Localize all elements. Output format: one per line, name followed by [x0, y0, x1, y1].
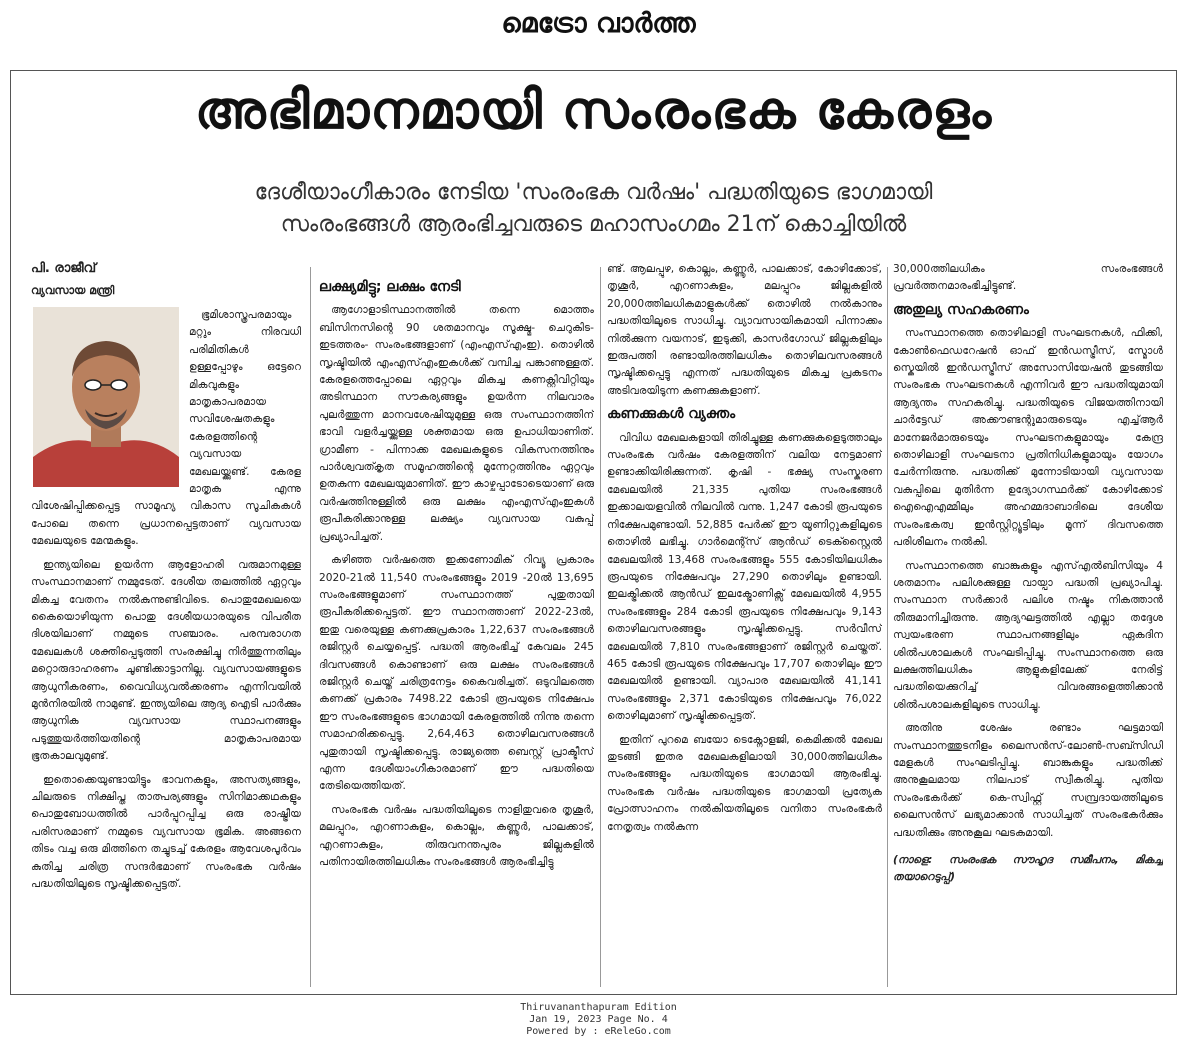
paragraph: ണ്ട്. ആലപ്പുഴ, കൊല്ലം, കണ്ണൂർ, പാലക്കാട്, കോഴിക്കോട്, തൃശൂർ, എറണാകുളം, മലപ്പുറം ജില്ലകളിൽ 20,000ത്തിലധികമാളുകൾക്ക് തൊഴിൽ നൽകാനും പദ്ധതിയിലൂടെ സാധിച്ചു. വ്യാവസായികമായി പിന്നാക്കം നിൽക്കുന്ന വയനാട്, ഇടുക്കി, കാസർഗോഡ് ജില്ലകളിലും ഇരുപത്തി രണ്ടായിരത്തിലധികം തൊഴിലവസരങ്ങൾ സൃഷ്ടിക്കപ്പെട്ടു എന്നത് പദ്ധതിയുടെ മികച്ച പ്രകടനം അടിവരയിടുന്ന കണക്കുകളാണ്. — [607, 263, 882, 397]
author-name: പി. രാജീവ് — [31, 261, 97, 276]
paragraph: ഭൂമിശാസ്ത്രപരമായും മറ്റും നിരവധി പരിമിതികൾ ഉള്ളപ്പോഴും ഒട്ടേറെ മികവുകളും മാതൃകാപരമായ സവിശേഷതകളും കേരളത്തിന്റെ വ്യവസായ മേഖലയ്ക്കുണ്ട്. കേരള മാതൃക എന്നു വിശേഷിപ്പിക്കപ്പെട്ട സാമൂഹ്യ വികാസ സൂചികകൾ പോലെ തന്നെ പ്രധാനപ്പെട്ടതാണ് വ്യവസായ മേഖലയുടെ മേന്മകളും. — [31, 309, 301, 548]
paragraph: 30,000ത്തിലധികം സംരംഭങ്ങൾ പ്രവർത്തനമാരംഭിച്ചിട്ടുണ്ട്. — [893, 263, 1163, 293]
section-heading: കണക്കുകൾ വ്യക്തം — [607, 406, 736, 423]
edition-label: Thiruvananthapuram Edition — [520, 1002, 677, 1013]
paragraph: ആഗോളാടിസ്ഥാനത്തിൽ തന്നെ മൊത്തം ബിസിനസിന്റെ 90 ശതമാനവും സൂക്ഷ്മ- ചെറുകിട- ഇടത്തരം- സംരംഭങ്ങളാണ് (എംഎസ്എംഇ). തൊഴിൽ സൃഷ്ടിയിൽ എംഎസ്എംഇകൾക്ക് വമ്പിച്ച പങ്കാണുള്ളത്. കേരളത്തെപ്പോലെ ഏറ്റവും മികച്ച കണക്റ്റിവിറ്റിയും അടിസ്ഥാന സൗകര്യങ്ങളും ഉയർന്ന നിലവാരം പുലർത്തുന്ന മാനവശേഷിയുമുള്ള ഒരു സംസ്ഥാനത്തിന് ഭാവി വളർച്ചയ്ക്കുള്ള ശക്തമായ ഒരു ഉപാധിയാണിത്. ഗ്രാമീണ - പിന്നാക്ക മേഖലകളുടെ വികസനത്തിനും പാർശ്വവത്കൃത സമൂഹത്തിന്റെ മുന്നേറ്റത്തിനും ഏറ്റവും ഉതകുന്ന മേഖലയുമാണിത്. ഈ കാഴ്ചപ്പാടോടെയാണ് ഒരു വർഷത്തിനുള്ളിൽ ഒരു ലക്ഷം എംഎസ്എംഇകൾ രൂപീകരിക്കാനുള്ള ലക്ഷ്യം വ്യവസായ വകുപ്പ് പ്രഖ്യാപിച്ചത്. — [319, 304, 594, 543]
paragraph: സംസ്ഥാനത്തെ തൊഴിലാളി സംഘടനകൾ, ഫിക്കി, കോൺഫെഡറേഷൻ ഓഫ് ഇൻഡസ്ട്രീസ്, സ്മോൾ സ്കെയിൽ ഇൻഡസ്ട്രീസ് അസോസിയേഷൻ തുടങ്ങിയ സംരംഭക സംഘടനകൾ എന്നിവർ ഈ പദ്ധതിയുമായി ആദ്യന്തം സഹകരിച്ചു. പദ്ധതിയുടെ വിജയത്തിനായി ചാർട്ടേഡ് അക്കൗണ്ടന്റുമാരുടെയും എച്ച്ആർ മാനേജർമാരുടെയും സംഘടനകളുമായും കേന്ദ്ര തൊഴിലാളി സംഘടനാ പ്രതിനിധികളുമായും യോഗം ചേർന്നിരുന്നു. പദ്ധതിക്ക് മുന്നോടിയായി വ്യവസായ വകുപ്പിലെ മുതിർന്ന ഉദ്യോഗസ്ഥർക്ക് കോഴിക്കോട് ഐഐഎമ്മിലും അഹമ്മദാബാദിലെ ദേശീയ സംരംഭകത്വ ഇൻസ്റ്റിറ്റ്യൂട്ടിലും മൂന്ന് ദിവസത്തെ പരിശീലനം നൽകി. — [893, 327, 1163, 549]
column-rule — [887, 267, 888, 987]
column-rule — [600, 267, 601, 987]
headline: അഭിമാനമായി സംരംഭക കേരളം — [194, 81, 993, 141]
section-heading: അതുല്യ സഹകരണം — [893, 301, 1029, 318]
paragraph: ഇന്ത്യയിലെ ഉയർന്ന ആളോഹരി വരുമാനമുള്ള സംസ്ഥാനമാണ് നമ്മുടേത്. ദേശീയ തലത്തിൽ ഏറ്റവും മികച്ച വേതനം നൽകുന്നുണ്ടിവിടെ. പൊതുമേഖലയെ കൈയൊഴിയുന്ന പൊതു ദേശീയധാരയുടെ വിപരീത ദിശയിലാണ് നമ്മുടെ സഞ്ചാരം. പരമ്പരാഗത മേഖലകൾ ശക്തിപ്പെടുത്തി സംരക്ഷിച്ചു നിർത്തുന്നതിലും മറ്റൊരുദാഹരണം ചൂണ്ടിക്കാട്ടാനില്ല. വ്യവസായങ്ങളുടെ ആധുനീകരണം, വൈവിധ്യവൽക്കരണം എന്നിവയിൽ മുൻനിരയിൽ നാമുണ്ട്. ഇന്ത്യയിലെ ആദ്യ ഐടി പാർക്കും ആധുനിക വ്യവസായ സ്ഥാപനങ്ങളും പടുത്തുയർത്തിയതിന്റെ മാതൃകാപരമായ ഭൂതകാലവുമുണ്ട്. — [31, 558, 301, 763]
author-photo — [33, 307, 179, 487]
page-footer — [0, 1002, 1197, 1038]
column-rule — [310, 267, 311, 987]
column-2 — [319, 273, 594, 989]
paragraph: സംരംഭക വർഷം പദ്ധതിയിലൂടെ നാളിതുവരെ തൃശൂർ, മലപ്പുറം, എറണാകുളം, കൊല്ലം, കണ്ണൂർ, പാലക്കാട്, എറണാകുളം, തിരുവനന്തപുരം ജില്ലകളിൽ പതിനായിരത്തിലധികം സംരംഭങ്ങൾ ആരംഭിച്ചിട്ടു — [319, 803, 594, 868]
paragraph: അതിനു ശേഷം രണ്ടാം ഘട്ടമായി സംസ്ഥാനത്തുടനീളം ലൈസൻസ്-ലോൺ-സബ്സിഡി മേളകൾ സംഘടിപ്പിച്ചു. ബാങ്കുകളും പദ്ധതിക്ക് അനുകൂലമായ നിലപാട് സ്വീകരിച്ചു. പുതിയ സംരംഭകർക്ക് കെ-സ്വിഫ്റ്റ് സമ്പ്രദായത്തിലൂടെ ലൈസൻസ് ലഭ്യമാക്കാൻ സാധിച്ചത് സംരംഭകർക്കും പദ്ധതിക്കും അനുകൂല ഘടകമായി. — [893, 722, 1163, 839]
masthead: മെട്രോ വാർത്ത — [501, 8, 696, 39]
subheadline — [11, 177, 1176, 241]
next-issue-note: (നാളെ: സംരംഭക സൗഹൃദ സമീപനം, മികച്ച തയാറെടുപ്പ്) — [893, 854, 1163, 884]
paragraph: വിവിധ മേഖലകളായി തിരിച്ചുള്ള കണക്കുകളെടുത്താലും സംരംഭക വർഷം കേരളത്തിന് വലിയ നേട്ടമാണ് ഉണ്ടാക്കിയിരിക്കുന്നത്. കൃഷി - ഭക്ഷ്യ സംസ്കരണ മേഖലയിൽ 21,335 പുതിയ സംരംഭങ്ങൾ ഇക്കാലയളവിൽ നിലവിൽ വന്നു. 1,247 കോടി രൂപയുടെ നിക്ഷേപമുണ്ടായി. 52,885 പേർക്ക് ഈ യൂണിറ്റുകളിലൂടെ തൊഴിൽ ലഭിച്ചു. ഗാർമെന്റ്സ് ആൻഡ് ടെക്സ്റ്റൈൽ മേഖലയിൽ 13,468 സംരംഭങ്ങളും 555 കോടിയിലധികം രൂപയുടെ നിക്ഷേപവും 27,290 തൊഴിലും ഉണ്ടായി. ഇലക്ട്രിക്കൽ ആൻഡ് ഇലക്ട്രോണിക്സ് മേഖലയിൽ 4,955 സംരംഭങ്ങളും 284 കോടി രൂപയുടെ നിക്ഷേപവും 9,143 തൊഴിലവസരങ്ങളും സൃഷ്ടിക്കപ്പെട്ടു. സർവീസ് മേഖലയിൽ 7,810 സംരംഭങ്ങളാണ് രജിസ്റ്റർ ചെയ്തത്. 465 കോടി രൂപയുടെ നിക്ഷേപവും 17,707 തൊഴിലും ഈ മേഖലയിൽ ഉണ്ടായി. വ്യാപാര മേഖലയിൽ 41,141 സംരംഭങ്ങളും 2,371 കോടിയുടെ നിക്ഷേപവും 76,022 തൊഴിലുമാണ് സൃഷ്ടിക്കപ്പെട്ടത്. — [607, 431, 882, 723]
author-role: വ്യവസായ മന്ത്രി — [31, 284, 115, 297]
subheadline-line: ദേശീയാംഗീകാരം നേടിയ 'സംരംഭക വർഷം' പദ്ധതിയുടെ ഭാഗമായി — [254, 180, 933, 205]
article-clipping — [10, 70, 1177, 995]
paragraph: ഇതിന് പുറമെ ബയോ ടെക്നോളജി, കെമിക്കൽ മേഖല തുടങ്ങി ഇതര മേഖലകളിലായി 30,000ത്തിലധികം സംരംഭങ്ങളും പദ്ധതിയുടെ ഭാഗമായി ആരംഭിച്ചു. സംരംഭക വർഷം പദ്ധതിയുടെ ഭാഗമായി പ്രത്യേക പ്രോത്സാഹനം നൽകിയതിലൂടെ വനിതാ സംരംഭകർ നേതൃത്വം നൽകുന്ന — [607, 733, 882, 833]
date-page-label: Jan 19, 2023 Page No. 4 — [529, 1014, 668, 1025]
subheadline-line: സംരംഭങ്ങൾ ആരംഭിച്ചവരുടെ മഹാസംഗമം 21ന് കൊച്ചിയിൽ — [280, 212, 907, 237]
paragraph: ഇതൊക്കെയുണ്ടായിട്ടും ഭാവനകളും, അസത്യങ്ങളും, ചിലരുടെ നിക്ഷിപ്ത താത്പര്യങ്ങളും സിനിമാക്കഥകളും പൊതുബോധത്തിൽ പാർപ്പുറപ്പിച്ച ഒരു രാഷ്ട്രീയ പരിസരമാണ് നമ്മുടെ വ്യവസായ ഭൂമിക. അങ്ങനെ തിടം വച്ച ഒരു മിത്തിനെ തച്ചുടച്ച് കേരളം ആവേശപൂർവം കുതിച്ച ചരിത്ര സന്ദർഭമാണ് സംരംഭക വർഷം പദ്ധതിയിലൂടെ സൃഷ്ടിക്കപ്പെട്ടത്. — [31, 773, 301, 890]
column-4 — [893, 261, 1163, 991]
paragraph: സംസ്ഥാനത്തെ ബാങ്കുകളും എസ്എൽബിസിയും 4 ശതമാനം പലിശക്കുള്ള വായ്പാ പദ്ധതി പ്രഖ്യാപിച്ചു. സംസ്ഥാന സർക്കാർ പലിശ നഷ്ടം നികത്താൻ തീരുമാനിച്ചിരുന്നു. ആദ്യഘട്ടത്തിൽ എല്ലാ തദ്ദേശ സ്വയംഭരണ സ്ഥാപനങ്ങളിലും ഏകദിന ശിൽപശാലകൾ സംഘടിപ്പിച്ചു. സംസ്ഥാനത്തെ ഒരു ലക്ഷത്തിലധികം ആളുകളിലേക്ക് നേരിട്ട് പദ്ധതിയെക്കുറിച്ച് വിവരങ്ങളെത്തിക്കാൻ ശിൽപശാലകളിലൂടെ സാധിച്ചു. — [893, 559, 1163, 711]
section-heading: ലക്ഷ്യമിട്ടു; ലക്ഷം നേടി — [319, 279, 461, 295]
column-3 — [607, 261, 882, 991]
paragraph: കഴിഞ്ഞ വർഷത്തെ ഇക്കണോമിക് റിവ്യൂ പ്രകാരം 2020-21ൽ 11,540 സംരംഭങ്ങളും 2019 -20ൽ 13,695 സംരംഭങ്ങളുമാണ് സംസ്ഥാനത്ത് പുതുതായി രൂപീകരിക്കപ്പെട്ടത്. ഈ സ്ഥാനത്താണ് 2022-23ൽ, ഇതു വരെയുള്ള കണക്കുപ്രകാരം 1,22,637 സംരംഭങ്ങൾ രജിസ്റ്റർ ചെയ്യപ്പെട്ട്. പദ്ധതി ആരംഭിച്ച് കേവലം 245 ദിവസങ്ങൾ കൊണ്ടാണ് ഒരു ലക്ഷം സംരംഭങ്ങൾ രജിസ്റ്റർ ചെയ്ത് ചരിത്രനേട്ടം കൈവരിച്ചത്. ഒടുവിലത്തെ കണക്ക് പ്രകാരം 7498.22 കോടി രൂപയുടെ നിക്ഷേപം ഈ സംരംഭങ്ങളുടെ ഭാഗമായി കേരളത്തിൽ നിന്നു തന്നെ സമാഹരിക്കപ്പെട്ടു. 2,64,463 തൊഴിലവസരങ്ങൾ പുതുതായി സൃഷ്ടിക്കപ്പെട്ടു. രാജ്യത്തെ ബെസ്റ്റ് പ്രാക്ടീസ് എന്ന ദേശീയാംഗീകാരമാണ് ഈ പദ്ധതിയെ തേടിയെത്തിയത്. — [319, 554, 594, 793]
powered-by-label: Powered by : eReleGo.com — [526, 1026, 671, 1037]
